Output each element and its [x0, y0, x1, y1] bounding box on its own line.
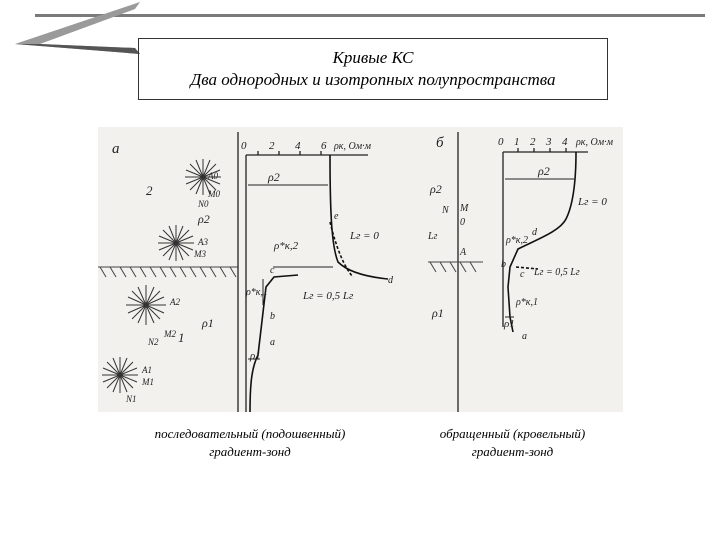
caption-right [405, 425, 620, 461]
right-M: M [460, 203, 469, 214]
left-axes [238, 132, 368, 412]
left-tick-2: 2 [269, 140, 275, 152]
left-axis-unit: ρк, Ом·м [334, 141, 371, 152]
left-curves [250, 155, 388, 412]
left-panel-letter: а [112, 141, 120, 157]
right-Lr05: Lг = 0,5 Lг [534, 267, 580, 278]
right-tick-3: 3 [546, 136, 552, 148]
electrode-burst-1 [102, 357, 138, 393]
electrode-burst-3 [158, 225, 194, 261]
label-N1: N1 [126, 394, 137, 404]
right-tick-1: 1 [514, 136, 520, 148]
right-axis-unit: ρк, Ом·м [576, 137, 613, 148]
label-M0: M0 [208, 189, 220, 199]
right-N: N [442, 205, 449, 216]
left-tick-6: 6 [321, 140, 327, 152]
electrode-burst-2 [126, 285, 166, 325]
left-pt-e: e [334, 211, 339, 222]
label-M3: M3 [194, 249, 206, 259]
label-M1: M1 [142, 377, 154, 387]
right-pt-c: c [520, 269, 525, 280]
right-rho1: ρ1 [432, 306, 444, 320]
caption-right-line-1: обращенный (кровельный) [439, 426, 586, 441]
title-line-1: Кривые КС [332, 48, 414, 67]
label-A3: A3 [198, 237, 208, 247]
right-pt-a: a [522, 331, 527, 342]
label-N2: N2 [148, 337, 159, 347]
left-Lr05: Lг = 0,5 Lг [303, 290, 354, 302]
label-medium-1: 1 [178, 330, 185, 345]
caption-left [110, 425, 390, 461]
right-rho1-dim: ρ1 [504, 318, 515, 330]
right-tick-0: 0 [498, 136, 504, 148]
figure-scan [98, 127, 623, 412]
title-line-2: Два однородных и изотропных полупространства [190, 70, 556, 89]
left-pt-a: a [270, 337, 275, 348]
label-A1: A1 [142, 365, 152, 375]
label-rho1-left: ρ1 [202, 316, 214, 330]
caption-left-line-1: последовательный (подошвенный) [154, 426, 346, 441]
left-pt-c: c [270, 265, 275, 276]
right-O: 0 [460, 217, 465, 228]
label-N0: N0 [198, 199, 209, 209]
left-rho2-dim: ρ2 [268, 170, 280, 184]
left-rho1-dim: ρ1 [250, 350, 261, 362]
right-pt-b: b [501, 259, 506, 270]
right-ground-hatch [428, 262, 483, 272]
right-rhok2: ρ*к,2 [506, 235, 528, 246]
label-M2: M2 [164, 329, 176, 339]
left-tick-0: 0 [241, 140, 247, 152]
left-rhok2: ρ*к,2 [274, 240, 299, 252]
right-tick-2: 2 [530, 136, 536, 148]
left-pt-d: d [388, 275, 393, 286]
label-medium-2: 2 [146, 183, 153, 198]
decorative-arrow-logo [0, 0, 150, 60]
left-pt-b: b [270, 311, 275, 322]
left-ground-hatch [98, 267, 238, 277]
right-Lr: Lг [428, 231, 438, 242]
caption-right-line-2: градиент-зонд [471, 444, 554, 459]
left-rhok1: ρ*к,1 [246, 287, 268, 298]
label-rho2-left: ρ2 [198, 212, 210, 226]
label-A2: A2 [170, 297, 180, 307]
label-A0: A0 [208, 171, 218, 181]
right-rho2: ρ2 [430, 182, 442, 196]
right-rho2-dim: ρ2 [538, 164, 550, 178]
right-panel-letter: б [436, 135, 444, 151]
title-box [138, 38, 608, 100]
right-tick-4: 4 [562, 136, 568, 148]
right-A: A [460, 247, 467, 258]
right-Lr0: Lг = 0 [578, 196, 607, 208]
right-rhok1: ρ*к,1 [516, 297, 538, 308]
caption-left-line-2: градиент-зонд [209, 444, 291, 459]
right-pt-d: d [532, 227, 537, 238]
left-Lr0: Lг = 0 [350, 230, 379, 242]
figure-drawing [98, 127, 623, 412]
left-tick-4: 4 [295, 140, 301, 152]
